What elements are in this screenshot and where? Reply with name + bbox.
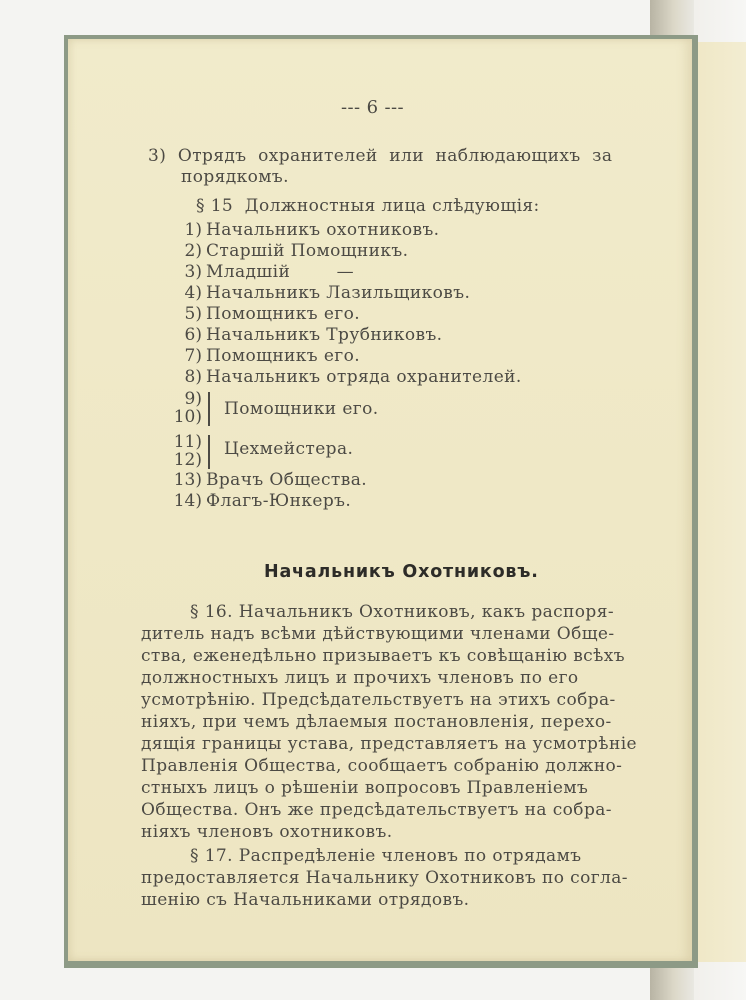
item-number: 9) xyxy=(184,389,202,409)
item-number: 8) xyxy=(184,367,202,387)
item-text: Помощникъ его. xyxy=(206,304,361,324)
paragraph-line: дящія границы устава, представляетъ на усмотрѣніе xyxy=(141,734,637,754)
brace xyxy=(208,392,210,426)
item-text: Начальникъ Трубниковъ. xyxy=(206,325,443,345)
paragraph-line: шенію съ Начальниками отрядовъ. xyxy=(141,890,470,910)
item-text: Помощникъ его. xyxy=(206,346,361,366)
item-number: 6) xyxy=(184,325,202,345)
item-number: 7) xyxy=(184,346,202,366)
item-text: Старшій Помощникъ. xyxy=(206,241,409,261)
paragraph-line: ніяхъ, при чемъ дѣлаемыя постановленія, перехо- xyxy=(141,712,612,732)
item-text: Помощники его. xyxy=(224,399,379,419)
adjacent-page-edge xyxy=(690,42,746,962)
paragraph-line: Общества. Онъ же предсѣдательствуетъ на собра- xyxy=(141,800,612,820)
item-text: Врачъ Общества. xyxy=(206,470,368,490)
item-text: Начальникъ Лазильщиковъ. xyxy=(206,283,471,303)
paragraph-line: § 17. Распредѣленіе членовъ по отрядамъ xyxy=(190,846,582,866)
item-number: 14) xyxy=(173,491,202,511)
item-text: Начальникъ охотниковъ. xyxy=(206,220,440,240)
section-heading: Начальникъ Охотниковъ. xyxy=(264,562,539,582)
item-number: 2) xyxy=(184,241,202,261)
paragraph-line: предоставляется Начальнику Охотниковъ по согла- xyxy=(141,868,628,888)
item-number: 5) xyxy=(184,304,202,324)
paragraph-line: дитель надъ всѣми дѣйствующими членами Обще- xyxy=(141,624,615,644)
intro-line-2: порядкомъ. xyxy=(181,167,289,187)
item-number: 3) xyxy=(184,262,202,282)
item-number: 10) xyxy=(173,407,202,427)
section-15-header: § 15 Должностныя лица слѣдующія: xyxy=(196,196,540,216)
item-number: 1) xyxy=(184,220,202,240)
intro-line-1: 3) Отрядъ охранителей или наблюдающихъ за xyxy=(148,146,613,166)
paragraph-line: ніяхъ членовъ охотниковъ. xyxy=(141,822,393,842)
brace xyxy=(208,435,210,469)
item-text: Младшій — xyxy=(206,262,355,282)
paragraph-line: стныхъ лицъ о рѣшеніи вопросовъ Правленіемъ xyxy=(141,778,589,798)
paragraph-line: должностныхъ лицъ и прочихъ членовъ по его xyxy=(141,668,579,688)
item-number: 11) xyxy=(173,432,202,452)
item-number: 4) xyxy=(184,283,202,303)
item-text: Флагъ-Юнкеръ. xyxy=(206,491,352,511)
page-number: --- 6 --- xyxy=(341,97,404,118)
paragraph-line: Правленія Общества, сообщаетъ собранію должно- xyxy=(141,756,623,776)
paragraph-line: усмотрѣнію. Предсѣдательствуетъ на этихъ собра- xyxy=(141,690,616,710)
item-number: 12) xyxy=(173,450,202,470)
item-text: Цехмейстера. xyxy=(224,439,354,459)
item-text: Начальникъ отряда охранителей. xyxy=(206,367,522,387)
paragraph-line: § 16. Начальникъ Охотниковъ, какъ распоря- xyxy=(190,602,614,622)
paragraph-line: ства, еженедѣльно призываетъ къ совѣщанію всѣхъ xyxy=(141,646,625,666)
item-number: 13) xyxy=(173,470,202,490)
binding-strip-top xyxy=(650,0,694,40)
